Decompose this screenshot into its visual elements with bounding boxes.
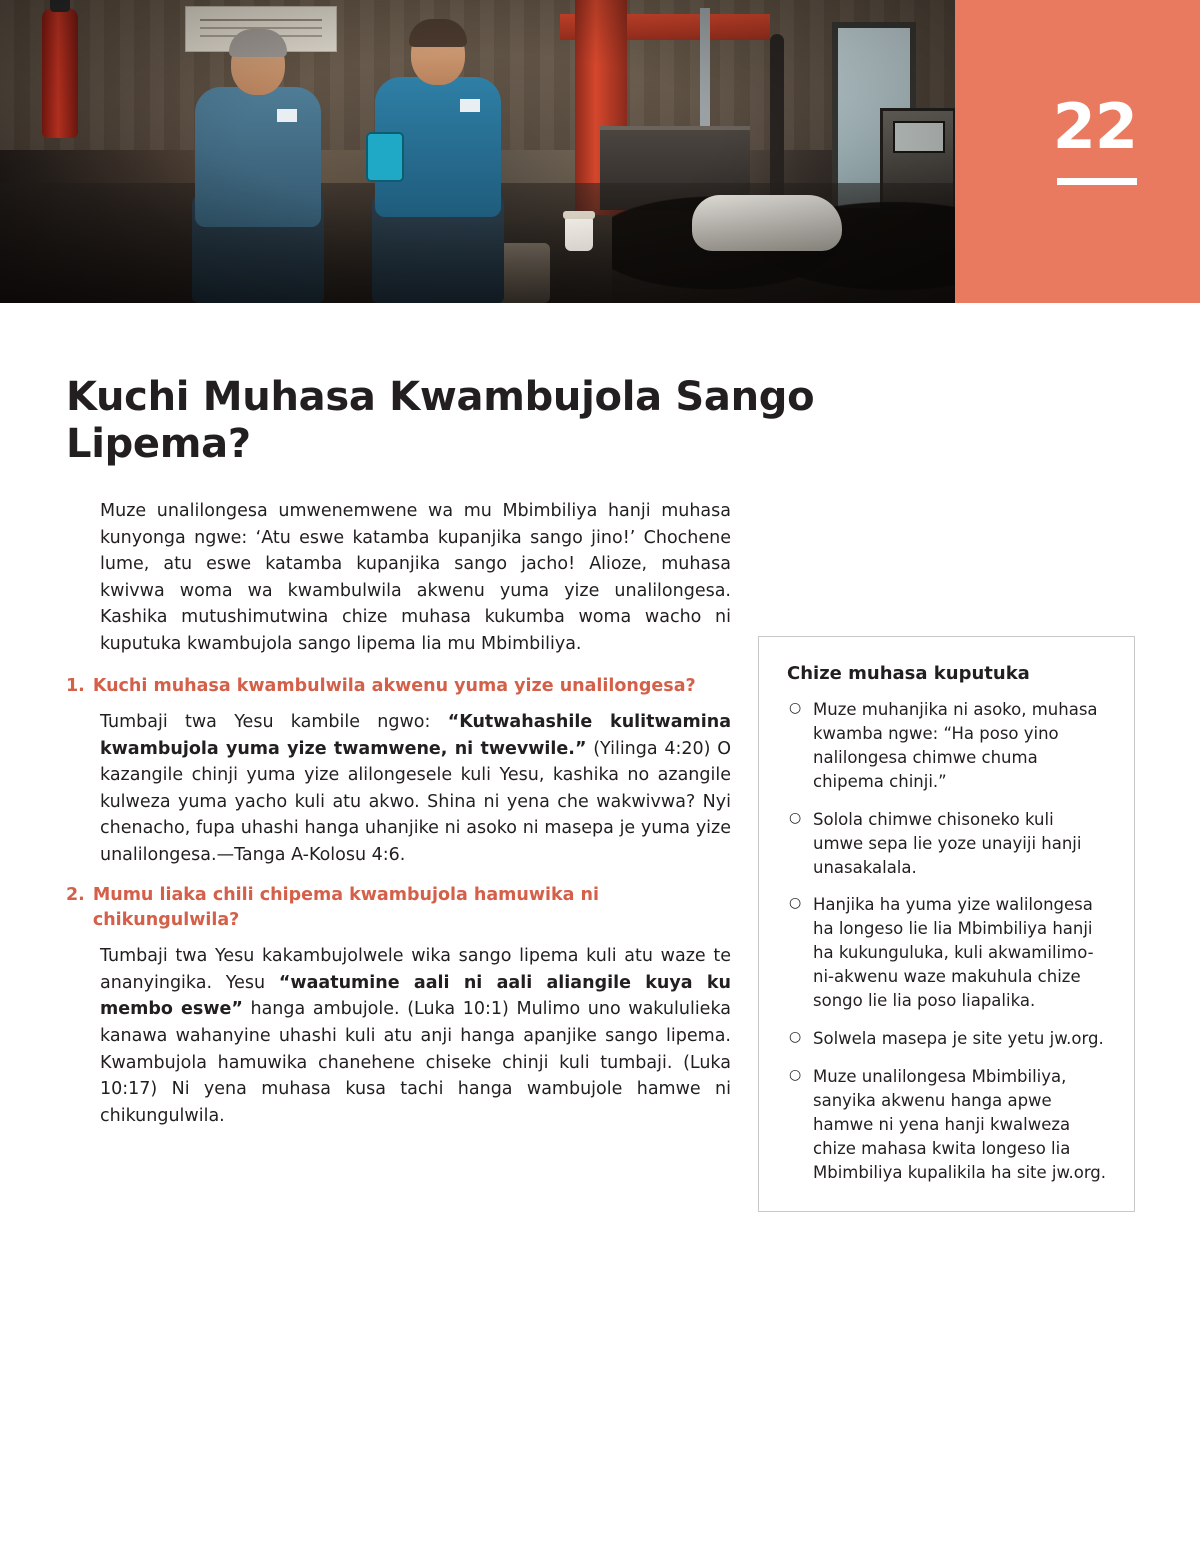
bullet-icon: ○	[789, 809, 802, 826]
bullet-icon: ○	[789, 1029, 802, 1046]
list-item-text: Solwela masepa je site yetu jw.org.	[813, 1029, 1104, 1049]
page-number-block	[955, 0, 1200, 303]
hero-banner	[0, 0, 1200, 303]
list-item	[787, 893, 1108, 1013]
page-title: Kuchi Muhasa Kwambujola Sango Lipema?	[66, 373, 815, 467]
article-body	[66, 498, 731, 1143]
answer-1-quote: “Kutwahashile kulitwamina kwambujola yuma yize twamwene, ni twevwile.”	[100, 711, 731, 759]
question-2-number: 2.	[66, 884, 85, 905]
sidebar-list	[787, 698, 1108, 1185]
question-1-number: 1.	[66, 675, 85, 696]
list-item	[787, 698, 1108, 794]
answer-2-part-3: hanga ambujole. (Luka 10:1) Mulimo uno wakululieka kanawa wahanyine uhashi kuli atu anji hanga apanjike sango lipema. Kwambujola hamuwika chanehene chiseke chinji kuli tumbaji. (Luka 10:17) Ni yena muhasa kusa tachi hanga wambujole hamwe ni chikungulwila.	[100, 999, 731, 1126]
answer-1-part-3: (Yilinga 4:20) O kazangile chinji yuma yize alilongesele kuli Yesu, kashika no azangile kulweza yuma yacho kuli atu akwo. Shina ni yena che wakwivwa? Nyi chenacho, fupa uhashi hanga uhanjike ni asoko ni masepa je yuma yize unalilongesa.—Tanga A-Kolosu 4:6.	[100, 738, 731, 865]
answer-1-part-1: Tumbaji twa Yesu kambile ngwo:	[100, 711, 448, 732]
list-item-text: Solola chimwe chisoneko kuli umwe sepa lie yoze unayiji hanji unasakalala.	[813, 809, 1082, 877]
page-number-underline	[1057, 178, 1137, 185]
bullet-icon: ○	[789, 1066, 802, 1083]
list-item-text: Muze unalilongesa Mbimbiliya, sanyika akwenu hanga apwe hamwe ni yena hanji kwalweza chize mahasa kwita longeso lia Mbimbiliya kupalikila ha site jw.org.	[813, 1066, 1107, 1182]
answer-2	[66, 943, 731, 1129]
question-1-heading: Kuchi muhasa kwambulwila akwenu yuma yize unalilongesa?	[92, 675, 696, 696]
page-number: 22	[1052, 90, 1137, 163]
garage-photo	[0, 0, 955, 303]
answer-1	[66, 709, 731, 869]
question-1	[66, 674, 731, 699]
bullet-icon: ○	[789, 700, 802, 716]
list-item	[787, 808, 1108, 880]
bullet-icon: ○	[789, 895, 802, 912]
answer-2-part-1: Tumbaji twa Yesu kakambujolwele wika sango lipema kuli atu waze te ananyingika. Yesu	[100, 946, 731, 993]
list-item	[787, 1065, 1108, 1185]
question-2	[66, 883, 731, 934]
list-item-text: Hanjika ha yuma yize walilongesa ha longeso lie lia Mbimbiliya hanji ha kukunguluka, kuli akwamilimo-ni-akwenu waze makuhula chize songo lie lia poso liapalika.	[813, 895, 1094, 1011]
intro-paragraph: Muze unalilongesa umwenemwene wa mu Mbimbiliya hanji muhasa kunyonga ngwe: ‘Atu eswe katamba kupanjika sango jino!’ Chochene lume, atu eswe katamba kupanjika sango jacho! Alioze, muhasa kwivwa woma wa kwambulwila akwenu yuma yize unalilongesa. Kashika mutushimutwina chize muhasa kukumba woma wacho ni kuputuka kwambujola sango lipema lia mu Mbimbiliya.	[100, 501, 731, 654]
list-item-text: Muze muhanjika ni asoko, muhasa kwamba ngwe: “Ha poso yino nalilongesa chimwe chuma chipema chinji.”	[813, 700, 1098, 791]
photo-vignette	[0, 0, 955, 303]
list-item	[787, 1027, 1108, 1051]
sidebar-box	[758, 636, 1135, 1212]
answer-2-quote: “waatumine aali ni aali aliangile kuya ku membo eswe”	[100, 972, 731, 1020]
question-2-heading: Mumu liaka chili chipema kwambujola hamuwika ni chikungulwila?	[92, 884, 599, 930]
sidebar-heading: Chize muhasa kuputuka	[787, 663, 1030, 684]
